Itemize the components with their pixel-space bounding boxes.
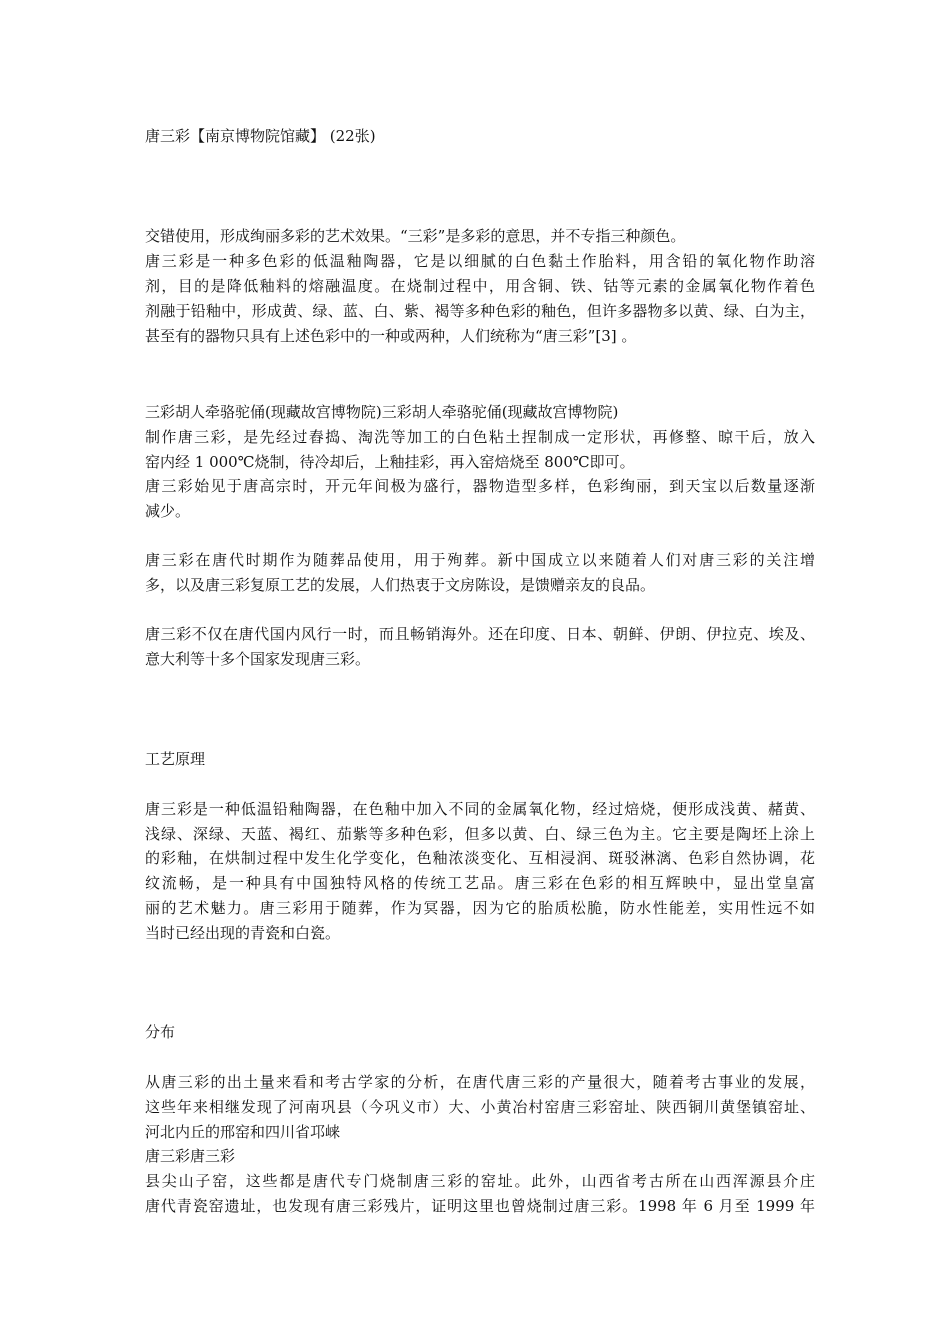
making-line-3: 唐三彩始见于唐高宗时，开元年间极为盛行，器物造型多样，色彩绚丽，到天宝以后数量逐渐 [145,477,815,495]
dist-line-6: 唐代青瓷窑遗址，也发现有唐三彩残片，证明这里也曾烧制过唐三彩。1998 年 6 月至 1999 年 [145,1197,815,1215]
intro-line-1: 交错使用，形成绚丽多彩的艺术效果。“三彩”是多彩的意思，并不专指三种颜色。 [145,227,686,245]
intro-line-4: 剂融于铅釉中，形成黄、绿、蓝、白、紫、褐等多种色彩的釉色，但许多器物多以黄、绿、白为主， [145,302,815,320]
section-heading-craft: 工艺原理 [145,750,206,768]
making-line-2: 窑内经 1 000℃烧制，待冷却后，上釉挂彩，再入窑焙烧至 800℃即可。 [145,453,635,471]
usage-line-1: 唐三彩在唐代时期作为随葬品使用，用于殉葬。新中国成立以来随着人们对唐三彩的关注增 [145,551,815,569]
craft-line-3: 的彩釉，在烘制过程中发生化学变化，色釉浓淡变化、互相浸润、斑驳淋漓、色彩自然协调，花 [145,849,815,867]
export-line-1: 唐三彩不仅在唐代国内风行一时，而且畅销海外。还在印度、日本、朝鲜、伊朗、伊拉克、埃及、 [145,625,815,643]
craft-line-5: 丽的艺术魅力。唐三彩用于随葬，作为冥器，因为它的胎质松脆，防水性能差，实用性远不如 [145,899,815,917]
dist-line-1: 从唐三彩的出土量来看和考古学家的分析，在唐代唐三彩的产量很大，随着考古事业的发展， [145,1073,815,1091]
intro-line-3: 剂，目的是降低釉料的熔融温度。在烧制过程中，用含铜、铁、钴等元素的金属氧化物作着色 [145,277,815,295]
document-title: 唐三彩【南京博物院馆藏】 (22张) [145,127,376,145]
intro-line-2: 唐三彩是一种多色彩的低温釉陶器，它是以细腻的白色黏土作胎料，用含铅的氧化物作助溶 [145,252,815,270]
export-line-2: 意大利等十多个国家发现唐三彩。 [145,650,371,668]
dist-line-2: 这些年来相继发现了河南巩县（今巩义市）大、小黄冶村窑唐三彩窑址、陕西铜川黄堡镇窑址、 [145,1098,815,1116]
craft-line-2: 浅绿、深绿、天蓝、褐红、茄紫等多种色彩，但多以黄、白、绿三色为主。它主要是陶坯上涂上 [145,825,815,843]
section-heading-distribution: 分布 [145,1023,176,1041]
craft-line-4: 纹流畅，是一种具有中国独特风格的传统工艺品。唐三彩在色彩的相互辉映中，显出堂皇富 [145,874,815,892]
making-line-1: 制作唐三彩，是先经过舂捣、淘洗等加工的白色粘土捏制成一定形状，再修整、晾干后，放入 [145,428,815,446]
dist-line-4: 唐三彩唐三彩 [145,1147,236,1165]
making-line-4: 减少。 [145,502,191,520]
image-caption: 三彩胡人牵骆驼俑(现藏故宫博物院)三彩胡人牵骆驼俑(现藏故宫博物院) [145,403,619,421]
intro-line-5: 甚至有的器物只具有上述色彩中的一种或两种，人们统称为“唐三彩”[3] 。 [145,327,637,345]
usage-line-2: 多，以及唐三彩复原工艺的发展，人们热衷于文房陈设，是馈赠亲友的良品。 [145,576,656,594]
dist-line-3: 河北内丘的邢窑和四川省邛崃 [145,1123,341,1141]
dist-line-5: 县尖山子窑，这些都是唐代专门烧制唐三彩的窑址。此外，山西省考古所在山西浑源县介庄 [145,1172,815,1190]
craft-line-6: 当时已经出现的青瓷和白瓷。 [145,924,341,942]
craft-line-1: 唐三彩是一种低温铅釉陶器，在色釉中加入不同的金属氧化物，经过焙烧，便形成浅黄、赭黄、 [145,800,815,818]
